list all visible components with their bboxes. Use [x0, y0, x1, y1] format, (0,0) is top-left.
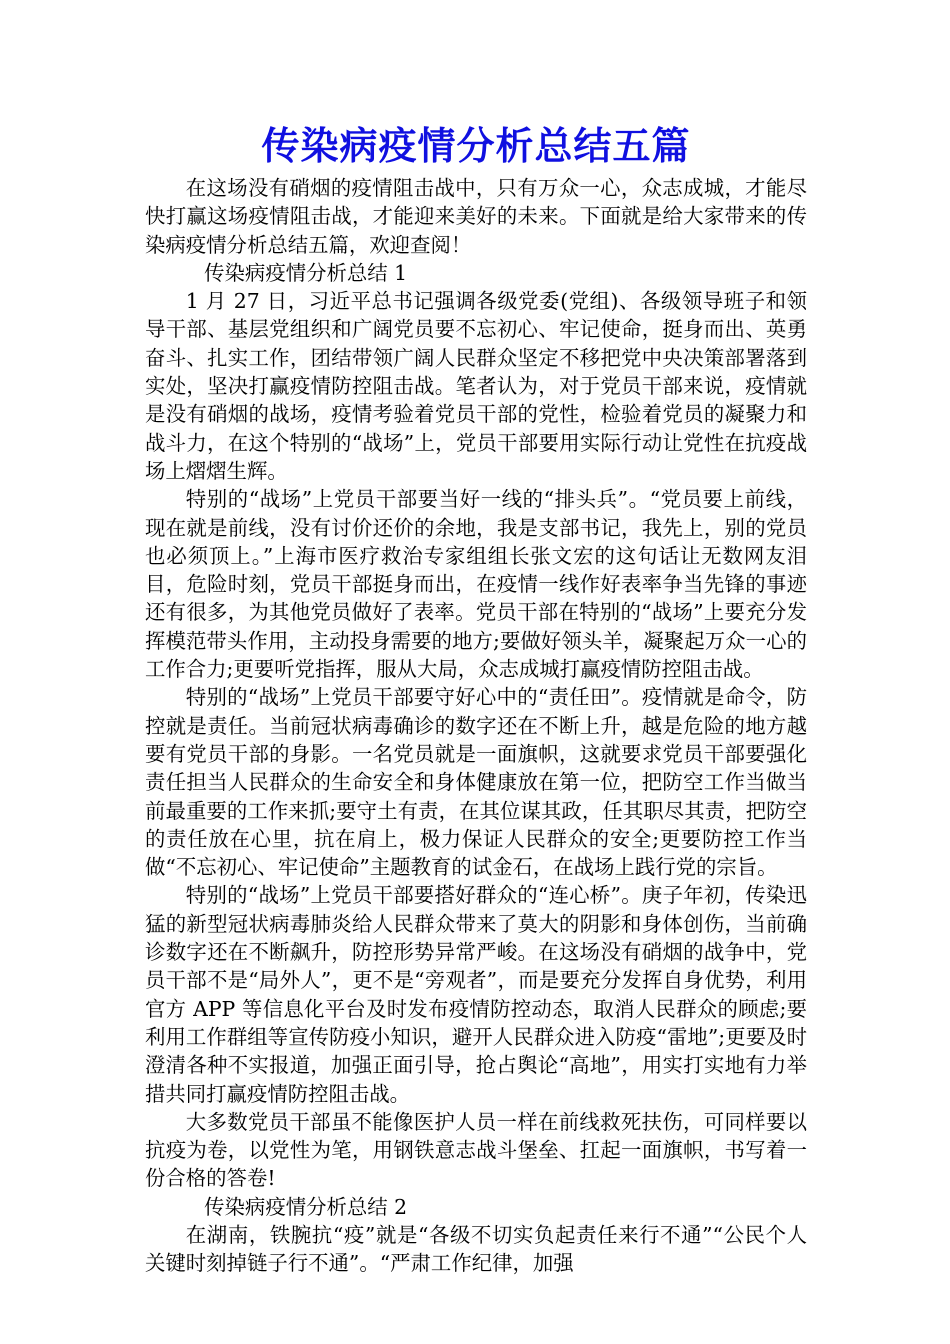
section-1-heading: 传染病疫情分析总结 1 — [204, 260, 408, 285]
document-page — [145, 118, 807, 1278]
section-1-paragraph: 特别的“战场”上党员干部要搭好群众的“连心桥”。庚子年初，传染迅猛的新型冠状病毒肺炎给人民群众带来了莫大的阴影和身体创伤，当前确诊数字还在不断飙升，防控形势异常严峻。在这场没有硝烟的战争中，党员干部不是“局外人”，更不是“旁观者”，而是要充分发挥自身优势，利用官方 APP 等信息化平台及时发布疫情防控动态，取消人民群众的顾虑;要利用工作群组等宣传防疫小知识，避开人民群众进入防疫“雷地”;更要及时澄清各种不实报道，加强正面引导，抢占舆论“高地”，用实打实地有力举措共同打赢疫情防控阻击战。 — [145, 883, 807, 1106]
section-1-paragraph: 特别的“战场”上党员干部要当好一线的“排头兵”。“党员要上前线，现在就是前线，没有讨价还价的余地，我是支部书记，我先上，别的党员也必须顶上。”上海市医疗救治专家组组长张文宏的这句话让无数网友泪目，危险时刻，党员干部挺身而出，在疫情一线作好表率争当先锋的事迹还有很多，为其他党员做好了表率。党员干部在特别的“战场”上要充分发挥模范带头作用，主动投身需要的地方;要做好领头羊，凝聚起万众一心的工作合力;更要听党指挥，服从大局，众志成城打赢疫情防控阻击战。 — [145, 487, 807, 682]
section-1-paragraph: 大多数党员干部虽不能像医护人员一样在前线救死扶伤，可同样要以抗疫为卷，以党性为笔，用钢铁意志战斗堡垒、扛起一面旗帜，书写着一份合格的答卷! — [145, 1109, 807, 1191]
intro-paragraph: 在这场没有硝烟的疫情阻击战中，只有万众一心，众志成城，才能尽快打赢这场疫情阻击战，才能迎来美好的未来。下面就是给大家带来的传染病疫情分析总结五篇，欢迎查阅！ — [145, 176, 807, 257]
section-1-paragraph: 特别的“战场”上党员干部要守好心中的“责任田”。疫情就是命令，防控就是责任。当前冠状病毒确诊的数字还在不断上升，越是危险的地方越要有党员干部的身影。一名党员就是一面旗帜，这就要求党员干部要强化责任担当人民群众的生命安全和身体健康放在第一位，把防空工作当做当前最重要的工作来抓;要守土有责，在其位谋其政，任其职尽其责，把防空的责任放在心里，抗在肩上，极力保证人民群众的安全;更要防控工作当做“不忘初心、牢记使命”主题教育的试金石，在战场上践行党的宗旨。 — [145, 685, 807, 880]
section-2-paragraph: 在湖南，铁腕抗“疫”就是“各级不切实负起责任来行不通”“公民个人关键时刻掉链子行不通”。“严肃工作纪律，加强 — [145, 1222, 807, 1276]
section-2-heading: 传染病疫情分析总结 2 — [204, 1194, 408, 1219]
section-1-paragraph: 1 月 27 日，习近平总书记强调各级党委(党组)、各级领导班子和领导干部、基层党组织和广阔党员要不忘初心、牢记使命，挺身而出、英勇奋斗、扎实工作，团结带领广阔人民群众坚定不移把党中央决策部署落到实处，坚决打赢疫情防控阻击战。笔者认为，对于党员干部来说，疫情就是没有硝烟的战场，疫情考验着党员干部的党性，检验着党员的凝聚力和战斗力，在这个特别的“战场”上，党员干部要用实际行动让党性在抗疫战场上熠熠生辉。 — [145, 289, 807, 483]
document-title: 传染病疫情分析总结五篇 — [261, 124, 691, 168]
